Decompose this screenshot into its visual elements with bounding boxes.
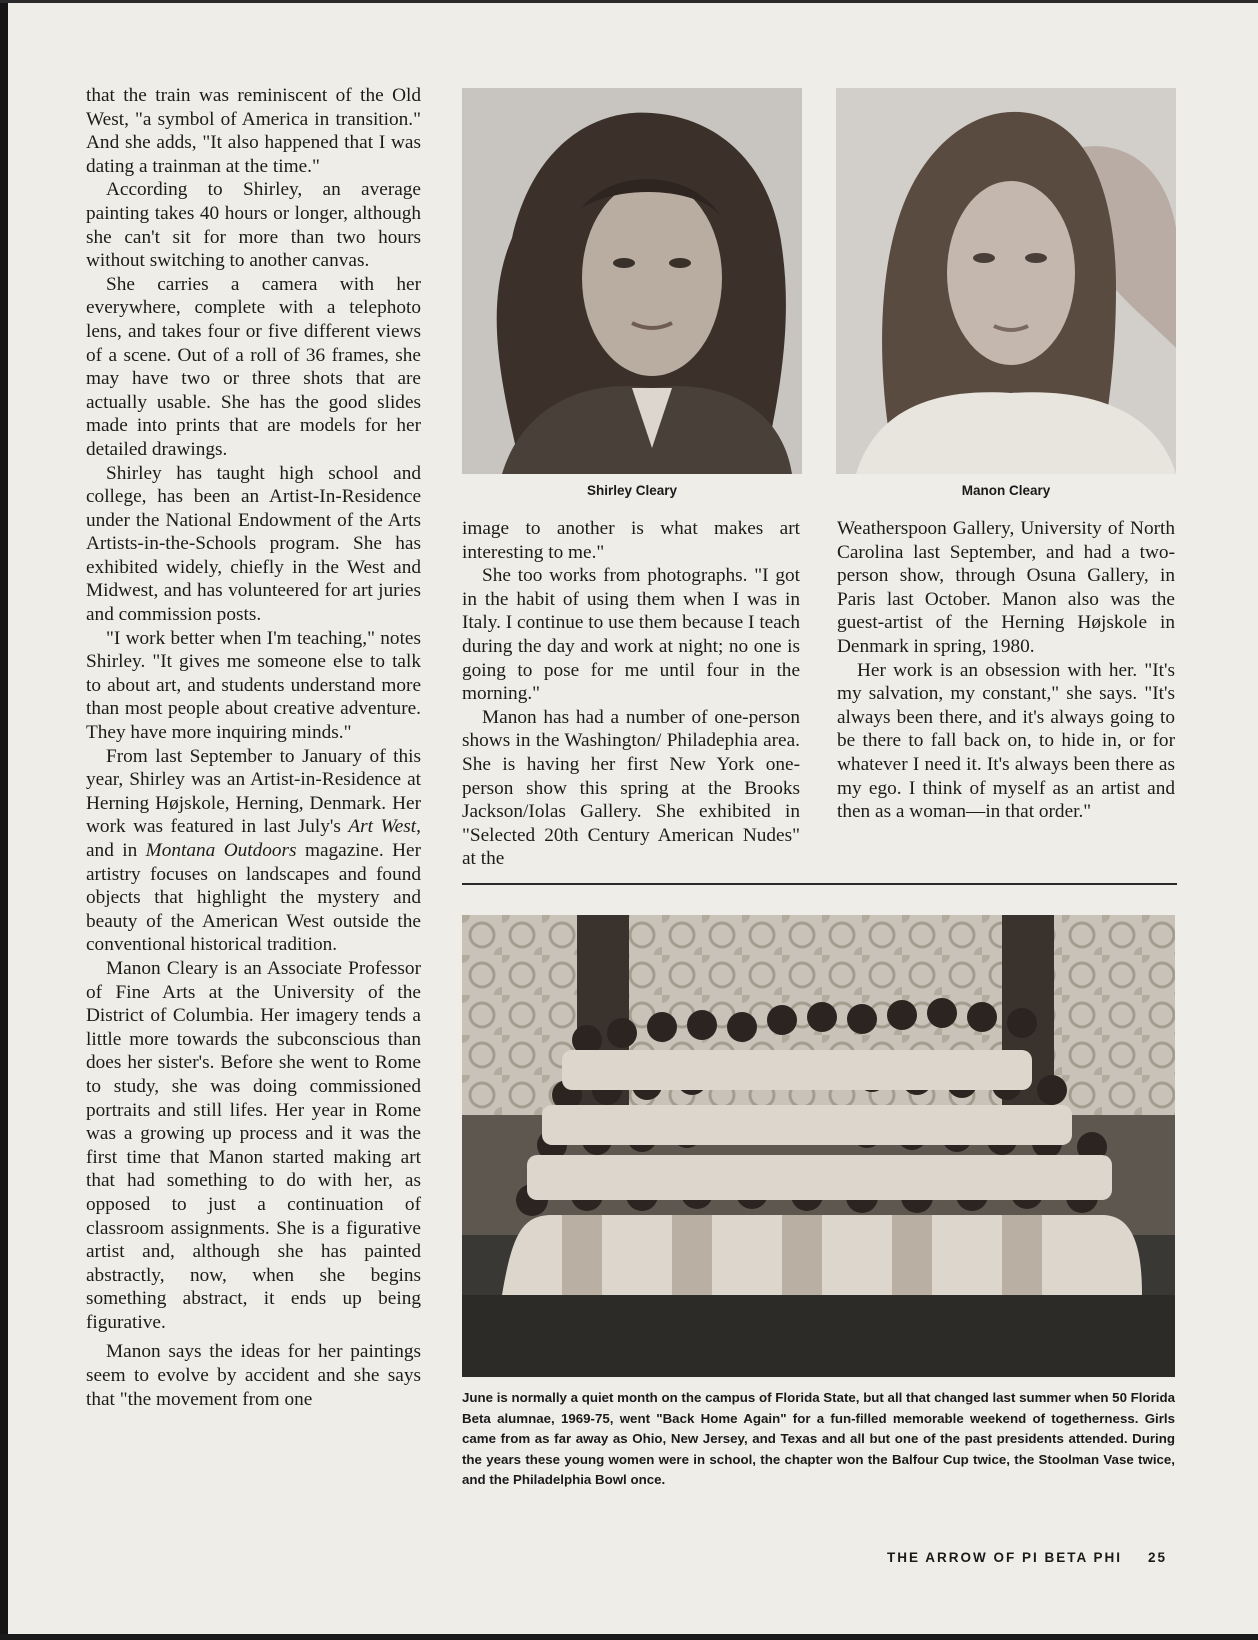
paragraph bbox=[86, 745, 421, 957]
page-edge-bottom bbox=[0, 1634, 1258, 1640]
manon-caption: Manon Cleary bbox=[961, 483, 1051, 498]
left-text-column bbox=[86, 84, 421, 1411]
alumnae-group-photo bbox=[462, 915, 1175, 1377]
publication-name: THE ARROW OF PI BETA PHI bbox=[886, 1550, 1122, 1565]
paragraph: Weatherspoon Gallery, University of North Carolina last September, and had a two-person show, through Osuna Gallery, in Paris last October. Manon also was the guest-artist of the Herning Højskole in Denmark in spring, 1980. bbox=[837, 518, 1175, 657]
text-run: From last September to January of this year, Shirley was an Artist-in-Residence at Herning Højskole, Herning, Denmark. Her work was featured in last July's bbox=[86, 745, 421, 838]
paragraph: She carries a camera with her everywhere, complete with a telephoto lens, and takes four or five different views of a scene. Out of a roll of 36 frames, she may have two or three shots that are actually usable. She has the good slides made into prints that are models for her detailed drawings. bbox=[86, 273, 421, 460]
page-footer bbox=[862, 1550, 1167, 1565]
right-text-column bbox=[837, 517, 1175, 824]
group-photo-caption: June is normally a quiet month on the campus of Florida State, but all that changed last summer when 50 Florida Beta alumnae, 1969-75, went "Back Home Again" for a fun-filled memorable weekend of togetherness. Girls came from as far away as Ohio, New Jersey, and Texas and all but one of the past presidents attended. During the years these young women were in school, the chapter won the Balfour Cup twice, the Stoolman Vase twice, and the Philadelphia Bowl once. bbox=[462, 1390, 1175, 1487]
page-edge bbox=[0, 0, 8, 1640]
manon-cleary-portrait bbox=[836, 88, 1176, 474]
paragraph: Manon Cleary is an Associate Professor of Fine Arts at the University of the District of Columbia. Her imagery tends a little more towards the subconscious than does her sister's. Before she went to Rome to study, she was doing commissioned portraits and still lifes. Her year in Rome was a growing up process and it was the first time that Manon started making art that had something to do with her, as opposed to just a continuation of classroom assignments. She is a figurative artist and, although she has painted abstractly, now, when she begins something abstract, it ends up being figurative. bbox=[86, 957, 421, 1333]
paragraph: According to Shirley, an average painting takes 40 hours or longer, although she can't sit for more than two hours without switching to another canvas. bbox=[86, 179, 421, 272]
magazine-title: Montana Outdoors bbox=[145, 840, 297, 861]
divider-rule bbox=[462, 883, 1177, 885]
paragraph: "I work better when I'm teaching," notes Shirley. "It gives me someone else to talk to about art, and students understand more than most people about creative adventure. They have more inquiring minds." bbox=[86, 627, 421, 744]
middle-text-column bbox=[462, 517, 800, 871]
paragraph: image to another is what makes art interesting to me." bbox=[462, 518, 800, 563]
shirley-cleary-portrait bbox=[462, 88, 802, 474]
text-run: magazine. Her artistry focuses on landscapes and found objects that highlight the mystery and beauty of the American West outside the conventional historical tradition. bbox=[86, 840, 421, 956]
shirley-caption: Shirley Cleary bbox=[586, 483, 678, 498]
paragraph: that the train was reminiscent of the Old West, "a symbol of America in transition." And she adds, "It also happened that I was dating a trainman at the time." bbox=[86, 85, 421, 177]
paragraph: Manon has had a number of one-person shows in the Washington/ Philadephia area. She is having her first New York one-person show this spring at the Brooks Jackson/Iolas Gallery. She exhibited in "Selected 20th Century American Nudes" at the bbox=[462, 706, 800, 870]
paragraph: Her work is an obsession with her. "It's my salvation, my constant," she says. "It's always been there, and it's always going to be there to fall back on, to hide in, or for whatever I need it. It's always been there as my ego. I think of myself as an artist and then as a woman—in that order." bbox=[837, 659, 1175, 823]
magazine-title: Art West bbox=[348, 816, 417, 838]
page-edge-top bbox=[0, 0, 1258, 3]
paragraph: She too works from photographs. "I got in the habit of using them when I was in Italy. I continue to use them because I teach during the day and work at night; no one is going to pose for me until four in the morning." bbox=[462, 565, 800, 705]
text-run: , and in bbox=[86, 816, 421, 861]
paragraph: Manon says the ideas for her paintings seem to evolve by accident and she says that "the movement from one bbox=[86, 1341, 421, 1410]
page-number: 25 bbox=[1147, 1550, 1167, 1565]
paragraph: Shirley has taught high school and college, has been an Artist-In-Residence under the National Endowment of the Arts Artists-in-the-Schools program. She has exhibited widely, chiefly in the West and Midwest, and has volunteered for art juries and commission posts. bbox=[86, 462, 421, 626]
